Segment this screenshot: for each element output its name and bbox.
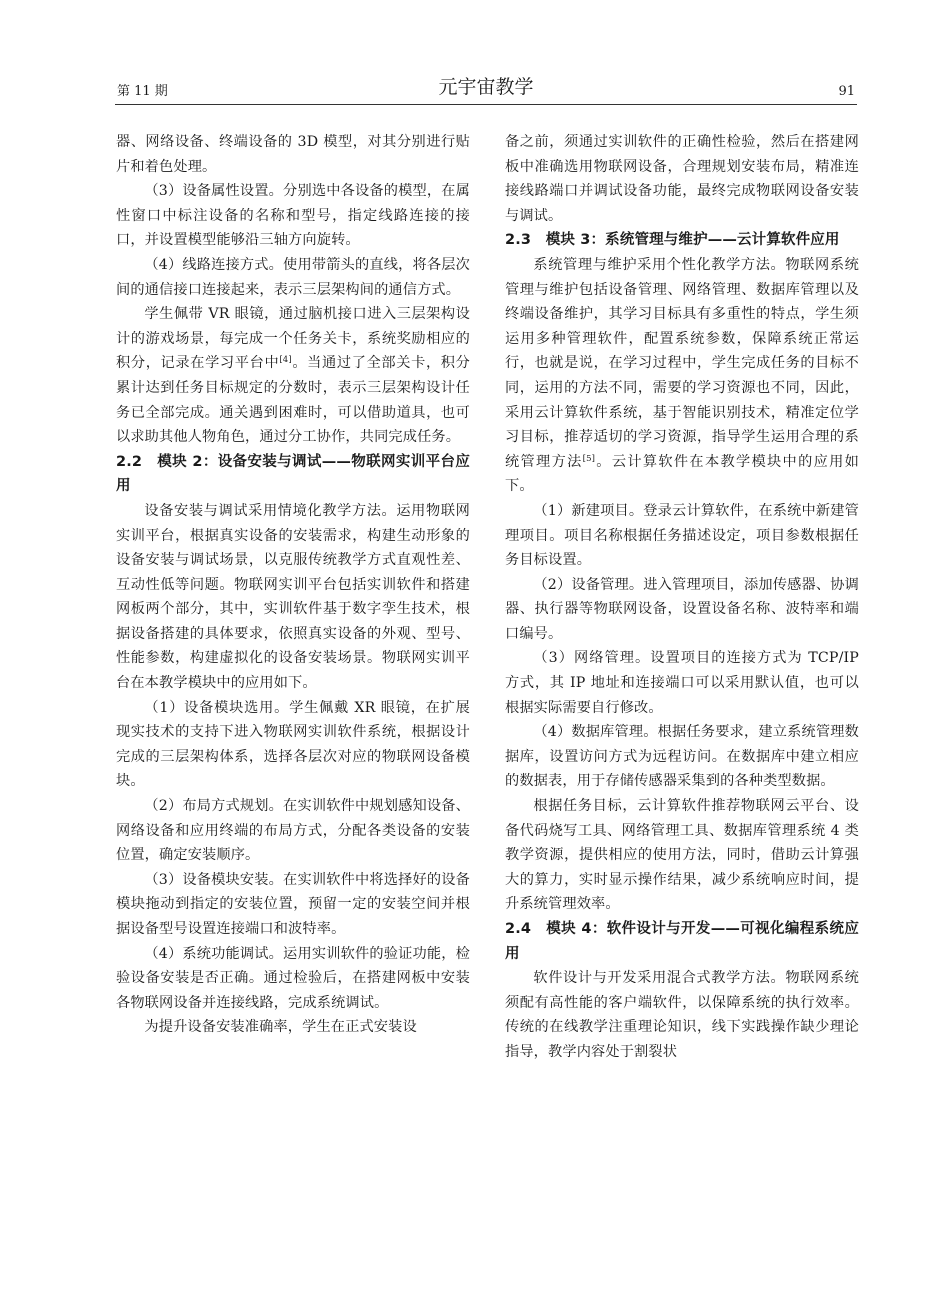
- body-paragraph: 软件设计与开发采用混合式教学方法。物联网系统须配有高性能的客户端软件，以保障系统的执行效率。传统的在线教学注重理论知识，线下实践操作缺少理论指导，教学内容处于割裂状: [505, 970, 859, 1060]
- body-paragraph: （3）设备属性设置。分别选中各设备的模型，在属性窗口中标注设备的名称和型号，指定线路连接的接口，并设置模型能够沿三轴方向旋转。: [116, 183, 470, 249]
- section-heading: 2.2 模块 2：设备安装与调试——物联网实训平台应用: [116, 453, 470, 495]
- paragraph-text: 系统管理与维护采用个性化教学方法。物联网系统管理与维护包括设备管理、网络管理、数据库管理以及终端设备维护，其学习目标具有多重性的特点，学生须运用多种管理软件，配置系统参数，保障系统正常运行，也就是说，在学习过程中，学生完成任务的目标不同，运用的方法不同，需要的学习资源也不同，因此，采用云计算软件系统，基于智能识别技术，精准定位学习目标，推荐适切的学习资源，指导学生运用合理的系统管理方法: [505, 256, 859, 470]
- journal-title: 元宇宙教学: [438, 76, 534, 98]
- body-paragraph: （2）设备管理。进入管理项目，添加传感器、协调器、执行器等物联网设备，设置设备名称、波特率和端口编号。: [505, 576, 859, 642]
- issue-number: 第 11 期: [117, 84, 168, 99]
- paragraph-text: 。当通过了全部关卡，积分累计达到任务目标规定的分数时，表示三层架构设计任务已全部完成。通关遇到困难时，可以借助道具，也可以求助其他人物角色，通过分工协作，共同完成任务。: [116, 355, 470, 446]
- body-paragraph: [505, 253, 859, 499]
- page-number: 91: [838, 84, 855, 99]
- body-paragraph: （4）数据库管理。根据任务要求，建立系统管理数据库，设置访问方式为远程访问。在数据库中建立相应的数据表，用于存储传感器采集到的各种类型数据。: [505, 724, 859, 790]
- body-paragraph: 备之前，须通过实训软件的正确性检验，然后在搭建网板中准确选用物联网设备，合理规划安装布局，精准连接线路端口并调试设备功能，最终完成物联网设备安装与调试。: [505, 134, 859, 224]
- left-column: [116, 130, 470, 1040]
- body-paragraph: 根据任务目标，云计算软件推荐物联网云平台、设备代码烧写工具、网络管理工具、数据库管理系统 4 类教学资源，提供相应的使用方法，同时，借助云计算强大的算力，实时显示操作结果，减少系统响应时间，提升系统管理效率。: [505, 798, 859, 913]
- section-heading: 2.3 模块 3：系统管理与维护——云计算软件应用: [505, 232, 840, 249]
- body-paragraph: 设备安装与调试采用情境化教学方法。运用物联网实训平台，根据真实设备的安装需求，构建生动形象的设备安装与调试场景，以克服传统教学方式直观性差、互动性低等问题。物联网实训平台包括实训软件和搭建网板两个部分，其中，实训软件基于数字孪生技术，根据设备搭建的具体要求，依照真实设备的外观、型号、性能参数，构建虚拟化的设备安装场景。物联网实训平台在本教学模块中的应用如下。: [116, 502, 470, 692]
- paragraph-text: 学生佩带 VR 眼镜，通过脑机接口进入三层架构设计的游戏场景，每完成一个任务关卡，系统奖励相应的积分，记录在学习平台中: [116, 306, 470, 372]
- body-paragraph: 器、网络设备、终端设备的 3D 模型，对其分别进行贴片和着色处理。: [116, 134, 470, 175]
- section-heading: 2.4 模块 4：软件设计与开发——可视化编程系统应用: [505, 921, 859, 962]
- body-paragraph: 为提升设备安装准确率，学生在正式安装设: [144, 1019, 417, 1036]
- body-paragraph: （2）布局方式规划。在实训软件中规划感知设备、网络设备和应用终端的布局方式，分配各类设备的安装位置，确定安装顺序。: [116, 798, 470, 864]
- body-paragraph: （1）设备模块选用。学生佩戴 XR 眼镜，在扩展现实技术的支持下进入物联网实训软件系统，根据设计完成的三层架构体系，选择各层次对应的物联网设备模块。: [116, 699, 470, 790]
- body-paragraph: [116, 302, 470, 450]
- body-paragraph: （1）新建项目。登录云计算软件，在系统中新建管理项目。项目名称根据任务描述设定，项目参数根据任务目标设置。: [505, 502, 859, 569]
- right-column: [505, 130, 859, 1065]
- citation-ref: [5]: [582, 453, 596, 464]
- body-paragraph: （4）线路连接方式。使用带箭头的直线，将各层次间的通信接口连接起来，表示三层架构间的通信方式。: [116, 256, 470, 298]
- running-header: [115, 74, 857, 105]
- paragraph-text: 。云计算软件在本教学模块中的应用如下。: [505, 453, 859, 495]
- body-paragraph: （3）网络管理。设置项目的连接方式为 TCP/IP 方式，其 IP 地址和连接端口可以采用默认值，也可以根据实际需要自行修改。: [505, 650, 859, 716]
- body-paragraph: （3）设备模块安装。在实训软件中将选择好的设备模块拖动到指定的安装位置，预留一定的安装空间并根据设备型号设置连接端口和波特率。: [116, 871, 470, 937]
- citation-ref: [4]: [279, 355, 292, 366]
- body-paragraph: （4）系统功能调试。运用实训软件的验证功能，检验设备安装是否正确。通过检验后，在搭建网板中安装各物联网设备并连接线路，完成系统调试。: [116, 945, 470, 1011]
